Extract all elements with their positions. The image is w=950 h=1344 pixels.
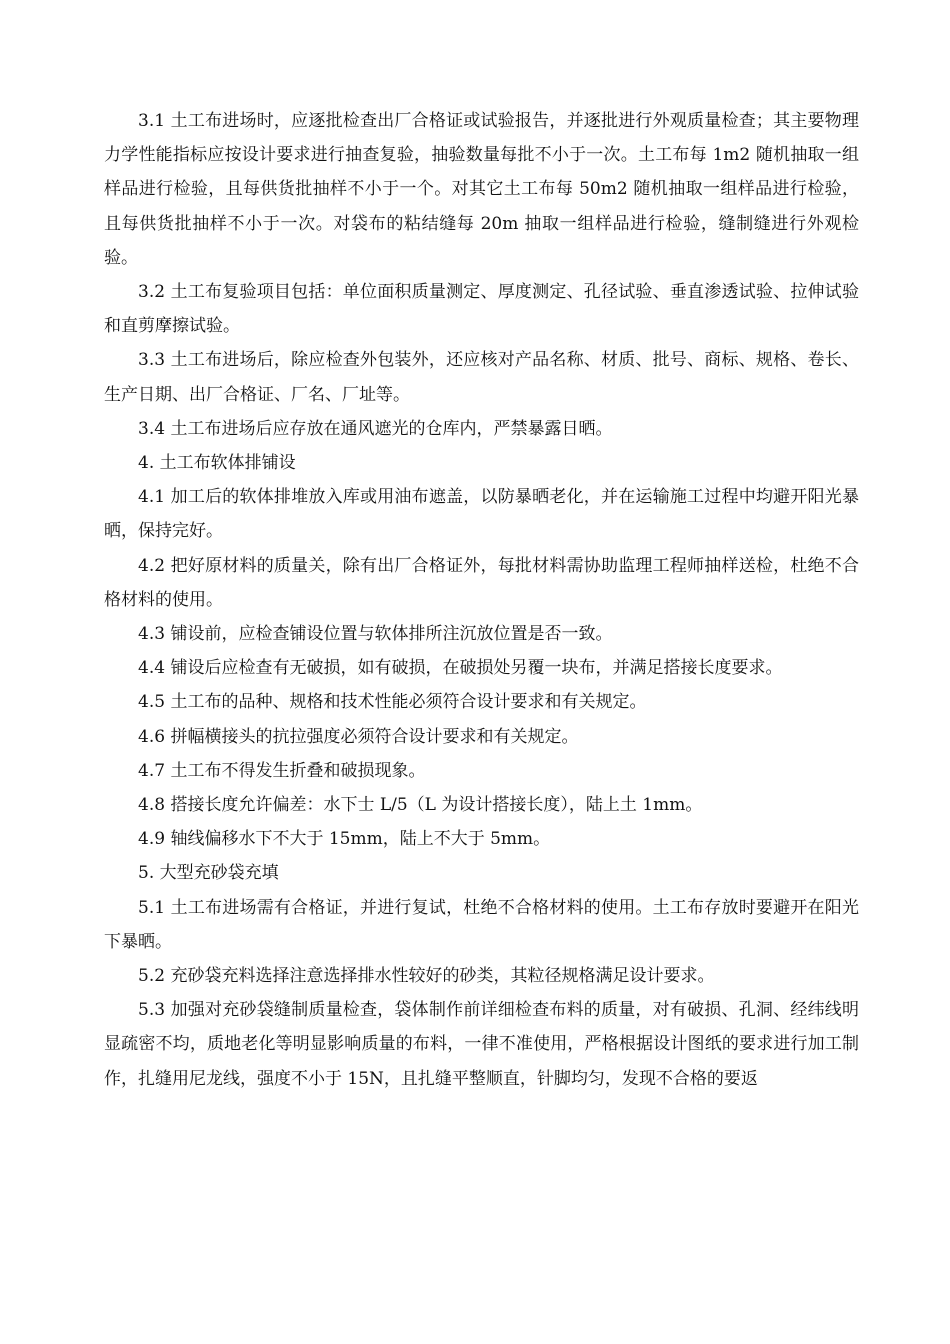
paragraph-4-3: 4.3 铺设前，应检查铺设位置与软体排所注沉放位置是否一致。 xyxy=(138,624,613,645)
paragraph-5-3: 5.3 加强对充砂袋缝制质量检查，袋体制作前详细检查布料的质量，对有破损、孔洞、经纬线明显疏密不均，质地老化等明显影响质量的布料，一律不准使用，严格根据设计图纸的要求进行加工制作，扎缝用尼龙线，强度不小于 15N，且扎缝平整顺直，针脚均匀，发现不合格的要返 xyxy=(104,1000,859,1089)
paragraph-3-3: 3.3 土工布进场后，除应检查外包装外，还应核对产品名称、材质、批号、商标、规格、卷长、生产日期、出厂合格证、厂名、厂址等。 xyxy=(104,350,859,405)
paragraph-5-1: 5.1 土工布进场需有合格证，并进行复试，杜绝不合格材料的使用。土工布存放时要避开在阳光下暴晒。 xyxy=(104,897,859,952)
paragraph-4-2: 4.2 把好原材料的质量关，除有出厂合格证外，每批材料需协助监理工程师抽样送检，杜绝不合格材料的使用。 xyxy=(104,555,859,610)
document-body xyxy=(104,104,859,1096)
section-heading-4: 4. 土工布软体排铺设 xyxy=(138,453,296,474)
section-heading-5: 5. 大型充砂袋充填 xyxy=(138,863,279,884)
paragraph-3-4: 3.4 土工布进场后应存放在通风遮光的仓库内，严禁暴露日晒。 xyxy=(138,418,613,439)
paragraph-4-7: 4.7 土工布不得发生折叠和破损现象。 xyxy=(138,760,426,781)
paragraph-4-5: 4.5 土工布的品种、规格和技术性能必须符合设计要求和有关规定。 xyxy=(138,692,647,713)
paragraph-3-1: 3.1 土工布进场时，应逐批检查出厂合格证或试验报告，并逐批进行外观质量检查；其主要物理力学性能指标应按设计要求进行抽查复验，抽验数量每批不小于一次。土工布每 1m2 随机抽取一组样品进行检验，且每供货批抽样不小于一个。对其它土工布每 50m2 随机抽取一组样品进行检验，且每供货批抽样不小于一次。对袋布的粘结缝每 20m 抽取一组样品进行检验，缝制缝进行外观检验。 xyxy=(104,111,859,268)
paragraph-5-2: 5.2 充砂袋充料选择注意选择排水性较好的砂类，其粒径规格满足设计要求。 xyxy=(138,966,715,987)
paragraph-4-9: 4.9 轴线偏移水下不大于 15mm，陆上不大于 5mm。 xyxy=(138,829,551,850)
paragraph-4-1: 4.1 加工后的软体排堆放入库或用油布遮盖，以防暴晒老化，并在运输施工过程中均避开阳光暴晒，保持完好。 xyxy=(104,487,859,542)
paragraph-3-2: 3.2 土工布复验项目包括：单位面积质量测定、厚度测定、孔径试验、垂直渗透试验、拉伸试验和直剪摩擦试验。 xyxy=(104,282,859,337)
paragraph-4-6: 4.6 拼幅横接头的抗拉强度必须符合设计要求和有关规定。 xyxy=(138,726,579,747)
paragraph-4-8: 4.8 搭接长度允许偏差：水下士 L/5（L 为设计搭接长度），陆上土 1mm。 xyxy=(138,795,703,816)
paragraph-4-4: 4.4 铺设后应检查有无破损，如有破损，在破损处另覆一块布，并满足搭接长度要求。 xyxy=(138,658,783,679)
